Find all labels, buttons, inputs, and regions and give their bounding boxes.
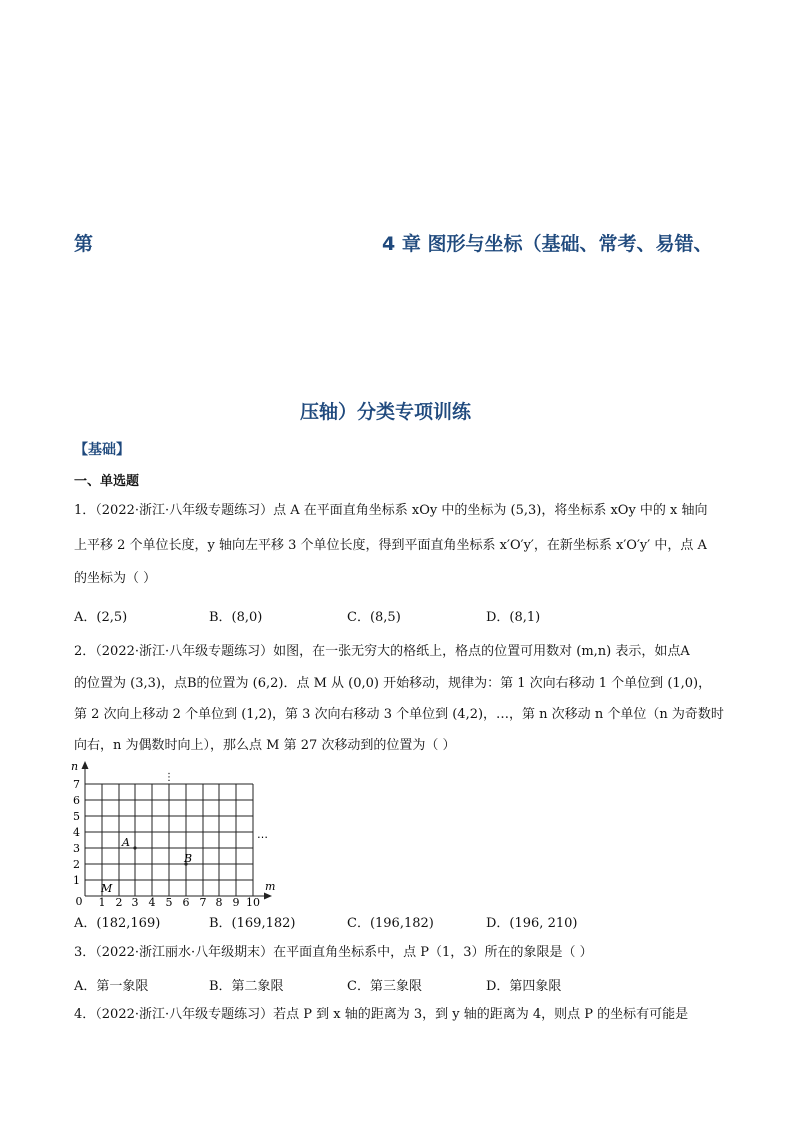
ellipsis-right: … (257, 828, 268, 841)
q1-line-2: 上平移 2 个单位长度，y 轴向左平移 3 个单位长度，得到平面直角坐标系 x′O′y′，在新坐标系 x′O′y′ 中，点 A (74, 538, 707, 553)
x-tick-3: 3 (131, 896, 139, 908)
q2-option-a: A．(182,169) (74, 916, 161, 931)
origin-label: 0 (75, 895, 83, 908)
y-tick-2: 2 (73, 858, 80, 871)
q3-option-d: D．第四象限 (486, 979, 562, 994)
q1-line-1: 1．（2022·浙江·八年级专题练习）点 A 在平面直角坐标系 xOy 中的坐标为 (5,3)，将坐标系 xOy 中的 x 轴向 (74, 503, 708, 518)
q2-option-b: B．(169,182) (209, 916, 296, 931)
x-tick-5: 5 (165, 896, 173, 908)
point-a-dot (133, 846, 136, 849)
n-axis-arrow (82, 761, 89, 769)
subsection-heading: 一、单选题 (74, 474, 140, 489)
q2-option-d: D．(196, 210) (486, 916, 578, 931)
x-tick-6: 6 (182, 896, 190, 908)
m-axis-arrow (264, 893, 272, 900)
q3-option-c: C．第三象限 (347, 979, 422, 994)
q2-line-4: 向右，n 为偶数时向上），那么点 M 第 27 次移动到的位置为（ ） (74, 738, 456, 753)
q2-line-1: 2．（2022·浙江·八年级专题练习）如图，在一张无穷大的格纸上，格点的位置可用数对 (m,n) 表示，如点A (74, 644, 690, 659)
q2-line-3: 第 2 次向上移动 2 个单位到 (1,2)，第 3 次向右移动 3 个单位到 (4,2)，…，第 n 次移动 n 个单位（n 为奇数时 (74, 707, 724, 722)
x-tick-10: 10 (246, 896, 260, 908)
q3-line-1: 3．（2022·浙江丽水·八年级期末）在平面直角坐标系中，点 P（1，3）所在的象限是（ ） (74, 945, 593, 960)
q1-option-b: B．(8,0) (209, 610, 263, 625)
q3-option-b: B．第二象限 (209, 979, 284, 994)
y-tick-5: 5 (73, 810, 80, 823)
x-tick-1: 1 (98, 896, 106, 908)
x-tick-4: 4 (148, 896, 156, 908)
grid-figure (60, 758, 290, 908)
ellipsis-top: ⋮ (164, 772, 174, 783)
point-b-label: B (184, 852, 193, 865)
x-tick-2: 2 (115, 896, 123, 908)
point-m-label: M (101, 882, 113, 895)
y-tick-1: 1 (73, 874, 80, 887)
q1-line-3: 的坐标为（ ） (74, 571, 157, 586)
q2-option-c: C．(196,182) (347, 916, 434, 931)
q4-line-1: 4．（2022·浙江·八年级专题练习）若点 P 到 x 轴的距离为 3，到 y 轴的距离为 4，则点 P 的坐标有可能是 (74, 1007, 689, 1022)
q1-option-d: D．(8,1) (486, 610, 541, 625)
point-a-label: A (122, 836, 130, 849)
q1-option-c: C．(8,5) (347, 610, 401, 625)
q1-option-a: A．(2,5) (74, 610, 128, 625)
y-tick-3: 3 (73, 842, 80, 855)
q2-line-2: 的位置为 (3,3)，点B的位置为 (6,2)．点 M 从 (0,0) 开始移动，规律为：第 1 次向右移动 1 个单位到 (1,0)， (74, 676, 712, 691)
title-part-2: 4 章 图形与坐标（基础、常考、易错、 (382, 233, 713, 255)
y-tick-7: 7 (73, 778, 80, 791)
q3-option-a: A．第一象限 (74, 979, 149, 994)
title-part-3: 压轴）分类专项训练 (300, 401, 472, 423)
n-axis-label: n (71, 760, 79, 773)
x-tick-7: 7 (199, 896, 207, 908)
title-part-1: 第 (74, 233, 94, 255)
y-tick-6: 6 (73, 794, 80, 807)
section-heading: 【基础】 (74, 442, 130, 458)
y-tick-4: 4 (73, 826, 80, 839)
m-axis-label: m (265, 880, 276, 893)
x-tick-8: 8 (215, 896, 223, 908)
x-tick-9: 9 (232, 896, 240, 908)
